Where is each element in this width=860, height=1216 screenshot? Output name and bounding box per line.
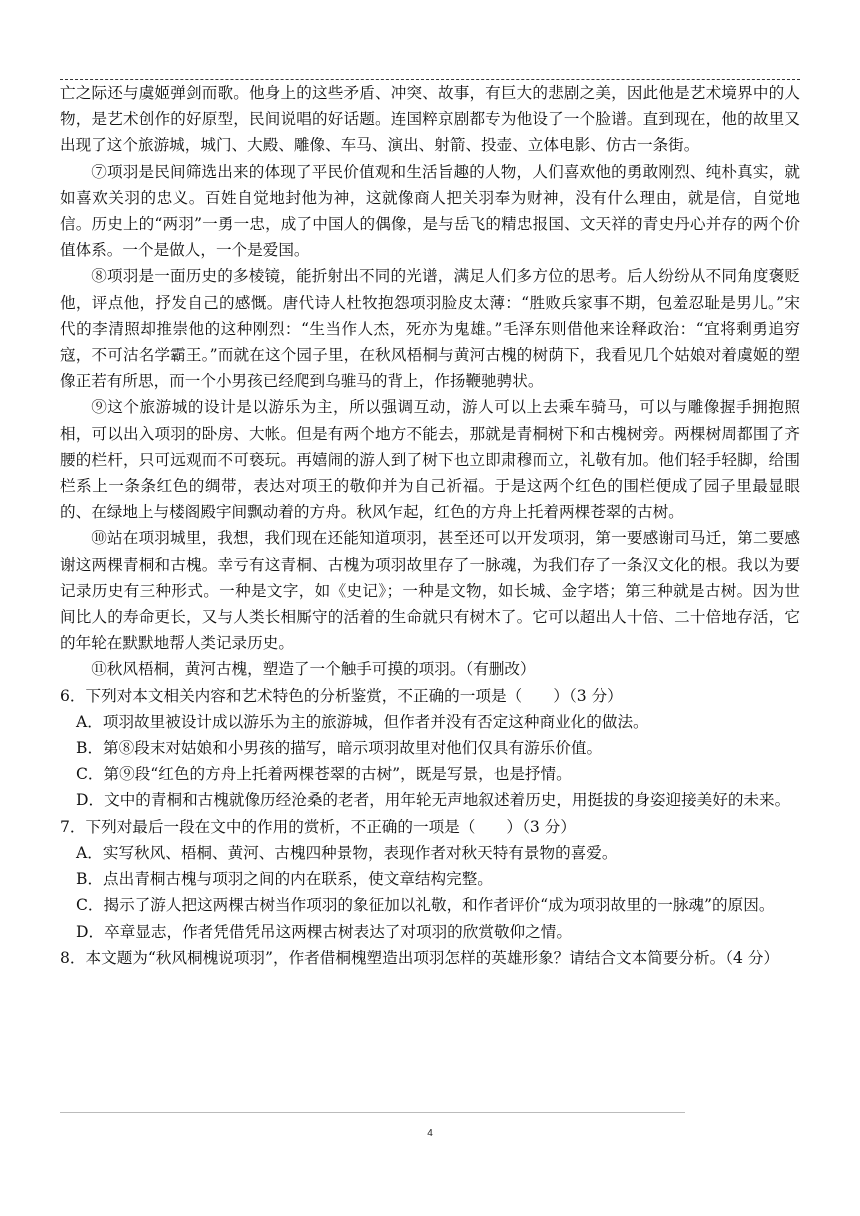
document-body	[60, 80, 800, 971]
paragraph-10: ⑩站在项羽城里，我想，我们现在还能知道项羽，甚至还可以开发项羽，第一要感谢司马迁，第二要感谢这两棵青桐和古槐。幸亏有这青桐、古槐为项羽故里存了一脉魂，为我们存了一条汉文化的根。我以为要记录历史有三种形式。一种是文字，如《史记》；一种是文物，如长城、金字塔；第三种就是古树。因为世间比人的寿命更长，又与人类长相厮守的活着的生命就只有树木了。它可以超出人十倍、二十倍地存活，它的年轮在默默地帮人类记录历史。	[60, 529, 800, 653]
option-d: D．卒章显志，作者凭借凭吊这两棵古树表达了对项羽的欣赏敬仰之情。	[76, 922, 572, 941]
option-a: A．项羽故里被设计成以游乐为主的旅游城，但作者并没有否定这种商业化的做法。	[76, 712, 649, 731]
question-6	[60, 683, 800, 814]
question-stem: 6．下列对本文相关内容和艺术特色的分析鉴赏，不正确的一项是（ ）（3 分）	[60, 686, 623, 705]
question-7	[60, 814, 800, 945]
question-8	[60, 945, 800, 971]
option-a: A．实写秋风、梧桐、黄河、古槐四种景物，表现作者对秋天特有景物的喜爱。	[76, 843, 618, 862]
option-b: B．点出青桐古槐与项羽之间的内在联系，使文章结构完整。	[76, 870, 493, 889]
answer-line	[60, 1112, 685, 1113]
question-stem: 8．本文题为“秋风桐槐说项羽”，作者借桐槐塑造出项羽怎样的英雄形象？请结合文本简要分析。（4 分）	[60, 948, 780, 967]
option-b: B．第⑧段末对姑娘和小男孩的描写，暗示项羽故里对他们仅具有游乐价值。	[76, 739, 603, 758]
option-c: C．揭示了游人把这两棵古树当作项羽的象征加以礼敬，和作者评价“成为项羽故里的一脉魂”的原因。	[76, 896, 775, 915]
paragraph-9: ⑨这个旅游城的设计是以游乐为主，所以强调互动，游人可以上去乘车骑马，可以与雕像握手拥抱照相，可以出入项羽的卧房、大帐。但是有两个地方不能去，那就是青桐树下和古槐树旁。两棵树周都围了齐腰的栏杆，只可远观而不可亵玩。再嬉闹的游人到了树下也立即肃穆而立，礼敬有加。他们轻手轻脚，给围栏系上一条条红色的绸带，表达对项王的敬仰并为自己祈福。于是这两个红色的围栏便成了园子里最显眼的、在绿地上与楼阁殿宇间飘动着的方舟。秋风乍起，红色的方舟上托着两棵苍翠的古树。	[60, 398, 800, 522]
paragraph-8: ⑧项羽是一面历史的多棱镜，能折射出不同的光谱，满足人们多方位的思考。后人纷纷从不同角度褒贬他，评点他，抒发自己的感慨。唐代诗人杜牧抱怨项羽脸皮太薄：“胜败兵家事不期，包羞忍耻是男儿。”宋代的李清照却推崇他的这种刚烈：“生当作人杰，死亦为鬼雄。”毛泽东则借他来诠释政治：“宜将剩勇追穷寇，不可沽名学霸王。”而就在这个园子里，在秋风梧桐与黄河古槐的树荫下，我看见几个姑娘对着虞姬的塑像正若有所思，而一个小男孩已经爬到乌骓马的背上，作扬鞭驰骋状。	[60, 267, 800, 391]
paragraph-7: ⑦项羽是民间筛选出来的体现了平民价值观和生活旨趣的人物，人们喜欢他的勇敢刚烈、纯朴真实，就如喜欢关羽的忠义。百姓自觉地封他为神，这就像商人把关羽奉为财神，没有什么理由，就是信，自觉地信。历史上的“两羽”一勇一忠，成了中国人的偶像，是与岳飞的精忠报国、文天祥的青史丹心并存的两个价值体系。一个是做人，一个是爱国。	[60, 162, 800, 260]
paragraph-6-continued: 亡之际还与虞姬弹剑而歌。他身上的这些矛盾、冲突、故事，有巨大的悲剧之美，因此他是艺术境界中的人物，是艺术创作的好原型，民间说唱的好话题。连国粹京剧都专为他设了一个脸谱。直到现在，他的故里又出现了这个旅游城，城门、大殿、雕像、车马、演出、射箭、投壶、立体电影、仿古一条街。	[60, 84, 800, 155]
question-stem: 7．下列对最后一段在文中的作用的赏析，不正确的一项是（ ）（3 分）	[60, 817, 576, 836]
paragraph-11: ⑪秋风梧桐，黄河古槐，塑造了一个触手可摸的项羽。（有删改）	[91, 660, 536, 679]
option-c: C．第⑨段“红色的方舟上托着两棵苍翠的古树”，既是写景，也是抒情。	[76, 765, 572, 784]
page-number: 4	[427, 1128, 433, 1139]
option-d: D．文中的青桐和古槐就像历经沧桑的老者，用年轮无声地叙述着历史，用挺拔的身姿迎接美好的未来。	[76, 791, 791, 810]
